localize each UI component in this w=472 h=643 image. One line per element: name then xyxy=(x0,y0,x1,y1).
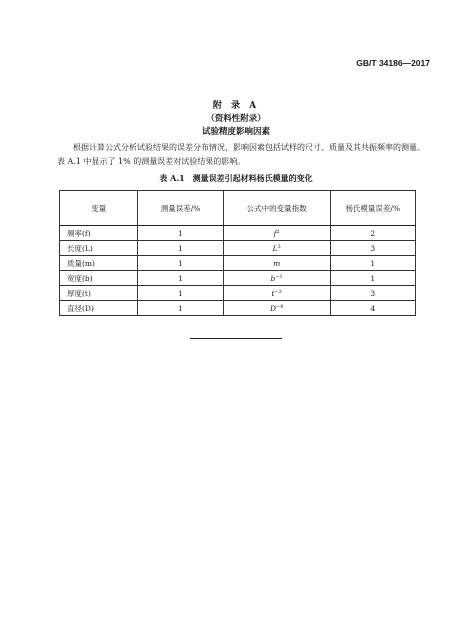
exponent-power: −3 xyxy=(274,288,282,295)
cell-modulus-error: 3 xyxy=(330,241,415,256)
header-modulus-error: 杨氏模量误差/% xyxy=(330,191,415,226)
cell-error: 1 xyxy=(138,241,223,256)
cell-error: 1 xyxy=(138,226,223,241)
cell-modulus-error: 3 xyxy=(330,286,415,301)
cell-variable: 直径(D) xyxy=(60,301,138,316)
exponent-base: L xyxy=(272,243,278,253)
cell-variable: 宽度(b) xyxy=(60,271,138,286)
cell-variable: 频率(f) xyxy=(60,226,138,241)
exponent-base: b xyxy=(270,273,276,283)
cell-variable: 厚度(t) xyxy=(60,286,138,301)
header-measurement-error: 测量误差/% xyxy=(138,191,223,226)
cell-exponent xyxy=(223,271,330,286)
table-caption: 表 A.1 测量误差引起材料杨氏模量的变化 xyxy=(159,173,313,183)
table-row xyxy=(60,226,416,241)
exponent-base: f xyxy=(273,228,277,238)
cell-modulus-error: 1 xyxy=(330,271,415,286)
cell-error: 1 xyxy=(138,286,223,301)
cell-variable: 质量(m) xyxy=(60,256,138,271)
table-row xyxy=(60,271,416,286)
cell-error: 1 xyxy=(138,271,223,286)
error-table xyxy=(59,190,416,316)
table-row xyxy=(60,301,416,316)
exponent-base: m xyxy=(273,258,281,268)
header-variable: 变量 xyxy=(60,191,138,226)
cell-variable: 长度(L) xyxy=(60,241,138,256)
cell-exponent xyxy=(223,241,330,256)
exponent-power: −4 xyxy=(275,303,284,310)
cell-exponent xyxy=(223,226,330,241)
cell-exponent xyxy=(223,286,330,301)
cell-modulus-error: 1 xyxy=(330,256,415,271)
cell-error: 1 xyxy=(138,301,223,316)
exponent-power: −1 xyxy=(275,273,283,280)
cell-exponent xyxy=(223,301,330,316)
body-paragraph: 根据计算公式分析试验结果的误差分布情况，影响因素包括试样的尺寸、质量及其共振频率的测量。表 A.1 中显示了 1% 的测量误差对试验结果的影响。 xyxy=(57,143,425,166)
cell-modulus-error: 2 xyxy=(330,226,415,241)
table-row xyxy=(60,286,416,301)
end-rule xyxy=(190,338,282,339)
exponent-base: D xyxy=(269,303,276,313)
table-row xyxy=(60,256,416,271)
cell-error: 1 xyxy=(138,256,223,271)
cell-modulus-error: 4 xyxy=(330,301,415,316)
header-variable-exponent: 公式中的变量指数 xyxy=(223,191,330,226)
exponent-base: t xyxy=(271,288,275,298)
cell-exponent xyxy=(223,256,330,271)
annex-type: （资料性附录） xyxy=(206,114,266,124)
exponent-power: 3 xyxy=(277,243,281,250)
standard-code: GB/T 34186—2017 xyxy=(356,58,430,68)
annex-title: 附 录 A xyxy=(212,101,260,111)
table-row xyxy=(60,241,416,256)
annex-heading: 试验精度影响因素 xyxy=(201,127,270,137)
table-header-row xyxy=(60,191,416,226)
exponent-power: 2 xyxy=(276,228,280,235)
